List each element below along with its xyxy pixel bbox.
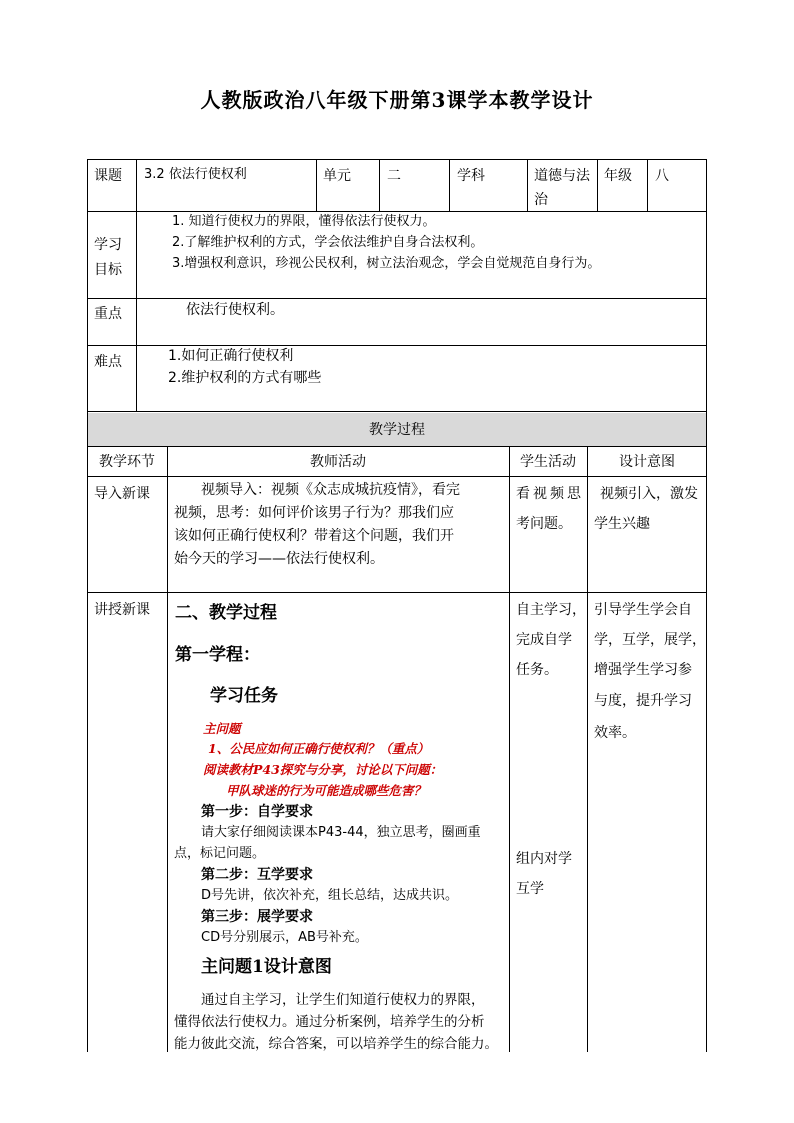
col-stage: 教学环节 <box>99 454 155 470</box>
grade-label: 年级 <box>604 168 632 184</box>
difficulty-item: 1.如何正确行使权利 <box>168 348 294 364</box>
main-question-1: 1、公民应如何正确行使权利？（重点） <box>208 741 430 756</box>
intro-student-line: 考问题。 <box>516 516 572 532</box>
difficulty-item: 2.维护权利的方式有哪些 <box>168 370 322 386</box>
goal-item: 1. 知道行使权力的界限，懂得依法行使权力。 <box>172 214 436 229</box>
lecture-student-line: 互学 <box>516 881 544 897</box>
intro-teacher-line: 始今天的学习——依法行使权利。 <box>174 551 384 567</box>
col-teacher: 教师活动 <box>310 454 366 470</box>
goals-label-line2: 目标 <box>94 262 122 278</box>
intro-teacher-line: 视频，思考：如何评价该男子行为？那我们应 <box>174 505 454 521</box>
section-title: 二、教学过程 <box>175 603 277 623</box>
unit-label: 单元 <box>323 168 351 184</box>
intro-intent-line: 视频引入，激发 <box>600 486 698 502</box>
step3-title: 第三步：展学要求 <box>201 909 313 925</box>
reading-instruction: 阅读教材P43探究与分享，讨论以下问题： <box>203 762 443 777</box>
intent-title: 主问题1设计意图 <box>201 957 332 977</box>
step2-text: D号先讲，依次补充，组长总结，达成共识。 <box>201 888 459 903</box>
lecture-intent-line: 引导学生学会自 <box>594 602 692 618</box>
intent-text: 通过自主学习，让学生们知道行使权力的界限， <box>201 992 485 1008</box>
lecture-intent-line: 与度，提升学习 <box>594 693 692 709</box>
lecture-intent-line: 学，互学，展学， <box>594 632 706 648</box>
lecture-intent-line: 效率。 <box>594 725 636 741</box>
main-question-label: 主问题 <box>203 721 241 736</box>
col-student: 学生活动 <box>520 454 576 470</box>
difficulty-label: 难点 <box>94 354 122 370</box>
subject-value-line1: 道德与法 <box>534 168 590 184</box>
intent-text: 能力彼此交流，综合答案，可以培养学生的综合能力。 <box>174 1036 498 1052</box>
grade-value: 八 <box>655 168 669 184</box>
sub-question: 甲队球迷的行为可能造成哪些危害？ <box>226 783 427 798</box>
intro-teacher-line: 视频导入：视频《众志成城抗疫情》，看完 <box>201 482 460 498</box>
subject-label: 学科 <box>457 168 485 184</box>
step3-text: CD号分别展示，AB号补充。 <box>201 930 368 945</box>
lecture-student-line: 自主学习， <box>516 602 586 618</box>
page-title: 人教版政治八年级下册第3课学本教学设计 <box>200 88 594 112</box>
topic-label: 课题 <box>94 168 122 184</box>
step1-text: 请大家仔细阅读课本P43-44，独立思考，圈画重 <box>201 825 481 840</box>
lecture-student-line: 组内对学 <box>516 851 572 867</box>
intro-student-line: 看视频思 <box>516 486 584 502</box>
lecture-student-line: 任务。 <box>516 662 558 678</box>
intro-stage: 导入新课 <box>94 486 150 502</box>
lecture-student-line: 完成自学 <box>516 632 572 648</box>
subject-value-line2: 治 <box>534 192 548 208</box>
step1-title: 第一步：自学要求 <box>201 804 313 820</box>
topic-value: 3.2 依法行使权利 <box>144 167 247 182</box>
lecture-stage: 讲授新课 <box>94 602 150 618</box>
goal-item: 3.增强权利意识，珍视公民权利，树立法治观念，学会自觉规范自身行为。 <box>172 256 601 271</box>
lecture-intent-line: 增强学生学习参 <box>594 662 692 678</box>
step1-text: 点，标记问题。 <box>174 846 266 861</box>
goals-label-line1: 学习 <box>94 237 122 253</box>
col-intent: 设计意图 <box>619 454 675 470</box>
key-point-label: 重点 <box>94 306 122 322</box>
intent-text: 懂得依法行使权力。通过分析案例，培养学生的分析 <box>174 1014 485 1030</box>
goal-item: 2.了解维护权利的方式，学会依法维护自身合法权利。 <box>172 235 484 250</box>
task-title: 学习任务 <box>210 686 278 706</box>
step2-title: 第二步：互学要求 <box>201 867 313 883</box>
process-header: 教学过程 <box>369 422 425 438</box>
unit-value: 二 <box>387 168 401 184</box>
intro-intent-line: 学生兴趣 <box>594 516 650 532</box>
intro-teacher-line: 该如何正确行使权利？带着这个问题，我们开 <box>174 528 454 544</box>
phase-title: 第一学程： <box>175 645 260 665</box>
key-point-value: 依法行使权利。 <box>186 302 284 318</box>
